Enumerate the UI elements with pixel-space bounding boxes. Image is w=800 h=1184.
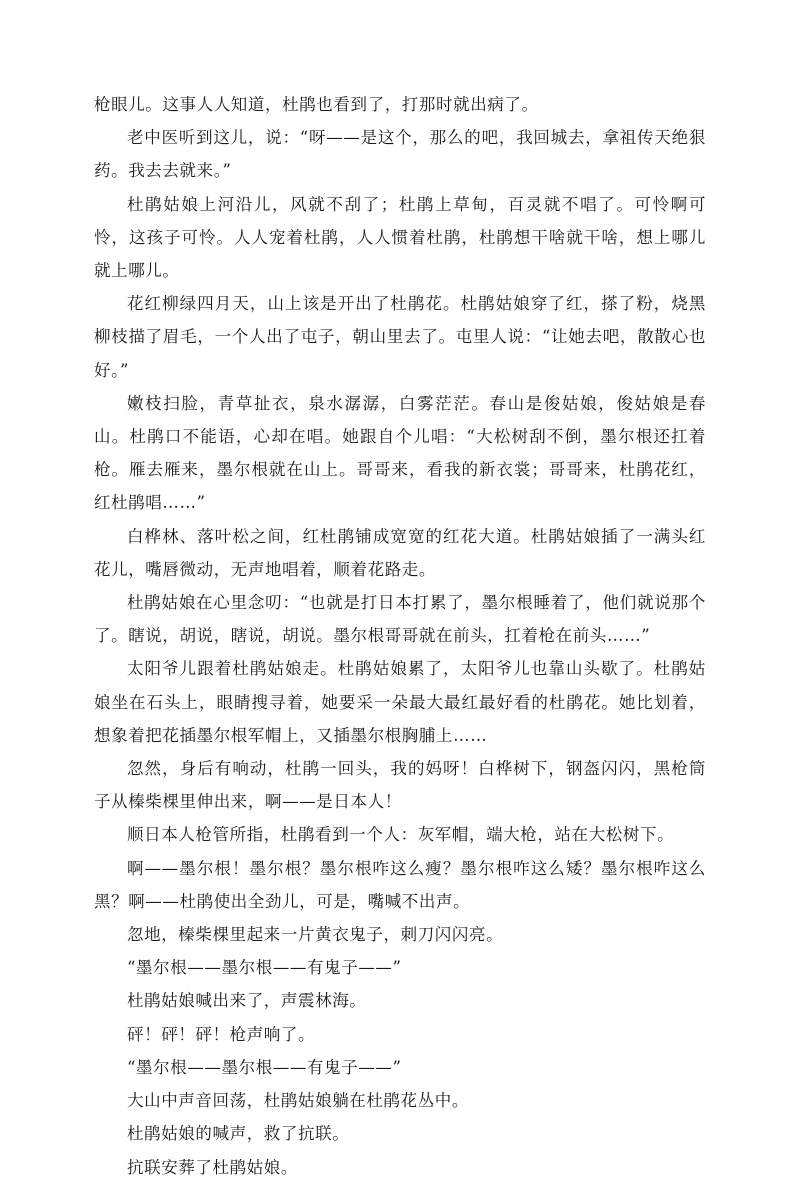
paragraph: 大山中声音回荡，杜鹃姑娘躺在杜鹃花丛中。 bbox=[127, 1091, 469, 1111]
paragraph: 老中医听到这儿，说：“呀——是这个，那么的吧，我回城去，拿祖传天绝狠药。我去去就来。” bbox=[94, 128, 706, 181]
paragraph: 顺日本人枪管所指，杜鹃看到一个人：灰军帽，端大枪，站在大松树下。 bbox=[127, 825, 675, 845]
paragraph: 啊——墨尔根！墨尔根？墨尔根咋这么瘦？墨尔根咋这么矮？墨尔根咋这么黑？啊——杜鹃使出全劲儿，可是，嘴喊不出声。 bbox=[94, 858, 706, 911]
paragraph: 杜鹃姑娘在心里念叨：“也就是打日本打累了，墨尔根睡着了，他们就说那个了。瞎说，胡说，瞎说，胡说。墨尔根哥哥就在前头，扛着枪在前头……” bbox=[94, 593, 706, 646]
paragraph: 太阳爷儿跟着杜鹃姑娘走。杜鹃姑娘累了，太阳爷儿也靠山头歇了。杜鹃姑娘坐在石头上，眼睛搜寻着，她要采一朵最大最红最好看的杜鹃花。她比划着，想象着把花插墨尔根军帽上，又插墨尔根胸脯上…… bbox=[94, 659, 706, 745]
paragraph: “墨尔根——墨尔根——有鬼子——” bbox=[127, 1057, 402, 1077]
paragraph: “墨尔根——墨尔根——有鬼子——” bbox=[127, 958, 402, 978]
document-body bbox=[94, 88, 706, 1184]
paragraph: 杜鹃姑娘上河沿儿，风就不刮了；杜鹃上草甸，百灵就不唱了。可怜啊可怜，这孩子可怜。人人宠着杜鹃，人人惯着杜鹃，杜鹃想干啥就干啥，想上哪儿就上哪儿。 bbox=[94, 194, 706, 281]
paragraph: 花红柳绿四月天，山上该是开出了杜鹃花。杜鹃姑娘穿了红，搽了粉，烧黑柳枝描了眉毛，一个人出了屯子，朝山里去了。屯里人说：“让她去吧，散散心也好。” bbox=[94, 294, 706, 380]
paragraph: 忽地，榛柴棵里起来一片黄衣鬼子，刺刀闪闪亮。 bbox=[127, 925, 504, 945]
paragraph: 白桦林、落叶松之间，红杜鹃铺成宽宽的红花大道。杜鹃姑娘插了一满头红花儿，嘴唇微动，无声地唱着，顺着花路走。 bbox=[94, 526, 706, 579]
paragraph: 嫩枝扫脸，青草扯衣，泉水潺潺，白雾茫茫。春山是俊姑娘，俊姑娘是春山。杜鹃口不能语，心却在唱。她跟自个儿唱：“大松树刮不倒，墨尔根还扛着枪。雁去雁来，墨尔根就在山上。哥哥来，看我的新衣裳；哥哥来，杜鹃花红，红杜鹃唱……” bbox=[94, 393, 706, 513]
paragraph: 忽然，身后有响动，杜鹃一回头，我的妈呀！白桦树下，钢盔闪闪，黑枪筒子从榛柴棵里伸出来，啊——是日本人！ bbox=[94, 759, 706, 812]
paragraph: 杜鹃姑娘喊出来了，声震林海。 bbox=[127, 991, 367, 1011]
paragraph: 砰！砰！砰！枪声响了。 bbox=[127, 1024, 316, 1044]
paragraph: 枪眼儿。这事人人知道，杜鹃也看到了，打那时就出病了。 bbox=[94, 95, 539, 114]
paragraph: 杜鹃姑娘的喊声，救了抗联。 bbox=[127, 1124, 350, 1144]
paragraph: 抗联安葬了杜鹃姑娘。 bbox=[127, 1157, 298, 1177]
